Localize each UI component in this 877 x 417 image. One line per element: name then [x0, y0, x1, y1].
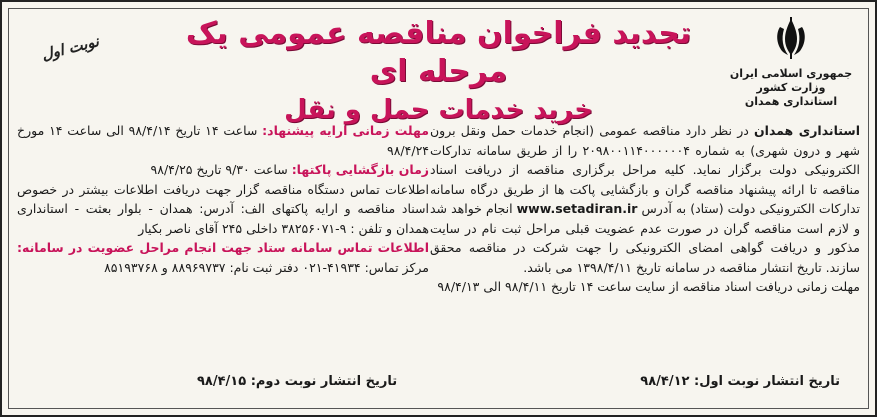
opening-time-text: ساعت ۹/۳۰ تاریخ ۹۸/۴/۲۵ [150, 162, 292, 177]
first-publish-date: تاریخ انتشار نوبت اول: ۹۸/۴/۱۲ [640, 374, 840, 389]
iran-emblem-icon [768, 15, 814, 61]
contact-info: اطلاعات تماس دستگاه مناقصه گزار جهت دریافت اطلاعات بیشتر در خصوص اسناد مناقصه و ارایه پاکتهای الف: آدرس: همدان - بلوار بعثت - استانداری همدان و تلفن : ۹-۳۸۲۵۶۰۷۱ داخلی ۲۴۵ آقای ناصر بکیار [17, 181, 429, 236]
notice-title [159, 15, 718, 129]
announcement-paragraph [430, 121, 860, 277]
handwritten-stamp: نوبت اول [39, 32, 101, 64]
notice-header [9, 9, 868, 125]
emblem-governorate: استانداری همدان [744, 95, 838, 108]
right-column [430, 121, 860, 297]
title-line-2: خرید خدمات حمل و نقل [284, 95, 593, 125]
opening-time-label: زمان بازگشایی پاکتها: [291, 162, 429, 177]
setad-contact-label: اطلاعات تماس سامانه ستاد جهت انجام مراحل عضویت در سامانه: [17, 240, 429, 255]
org-name: استانداری همدان [753, 123, 860, 138]
second-publish-date: تاریخ انتشار نوبت دوم: ۹۸/۴/۱۵ [197, 374, 398, 389]
emblem-country: جمهوری اسلامی ایران [729, 67, 853, 80]
setad-contact-text: مرکز تماس: ۴۱۹۳۴-۰۲۱ دفتر ثبت نام: ۸۸۹۶۹۷۳۷ و ۸۵۱۹۳۷۶۸ [104, 259, 429, 275]
emblem-block [726, 15, 856, 109]
body-part-1: در نظر دارد مناقصه عمومی (انجام خدمات حمل ونقل برون شهر و درون شهری) به شماره ۲۰۹۸۰۰۱۱۴۰۰۰۰۰۰۴ را از طریق سامانه تدارکات الکترونیکی دولت برگزار نماید. کلیه مراحل برگزاری مناقصه از دریافت اسناد مناقصه تا ارائه پیشنهاد مناقصه گران و بازگشایی پاکت ها از طریق درگاه سامانه تدارکات الکترونیکی دولت (ستاد) به آدرس [430, 123, 860, 216]
notice-frame [8, 8, 869, 409]
proposal-deadline-text: ساعت ۱۴ تاریخ ۹۸/۴/۱۴ الی ساعت ۱۴ مورخ ۹۸/۴/۲۴ [17, 123, 429, 158]
setad-url: www.setadiran.ir [516, 201, 638, 216]
body-part-2: انجام خواهد شد و لازم است مناقصه گران در صورت عدم عضویت قبلی مراحل ثبت نام در سایت مذکور و دریافت گواهی امضای الکترونیکی را جهت شرکت در مناقصه محقق سازند. تاریخ انتشار مناقصه در سامانه تاریخ ۱۳۹۸/۴/۱۱ می باشد. [430, 201, 860, 275]
publish-dates [17, 374, 860, 398]
setad-contact [17, 238, 429, 277]
document-deadline: مهلت زمانی دریافت اسناد مناقصه از سایت ساعت ۱۴ تاریخ ۹۸/۴/۱۱ الی ۹۸/۴/۱۳ [437, 279, 860, 294]
proposal-deadline-label: مهلت زمانی ارایه پیشنهاد: [262, 123, 430, 138]
left-column [17, 121, 429, 277]
proposal-deadline [17, 121, 429, 160]
opening-time [17, 160, 429, 180]
emblem-ministry: وزارت کشور [756, 81, 826, 94]
title-line-1: تجدید فراخوان مناقصه عمومی یک مرحله ای [185, 16, 692, 89]
